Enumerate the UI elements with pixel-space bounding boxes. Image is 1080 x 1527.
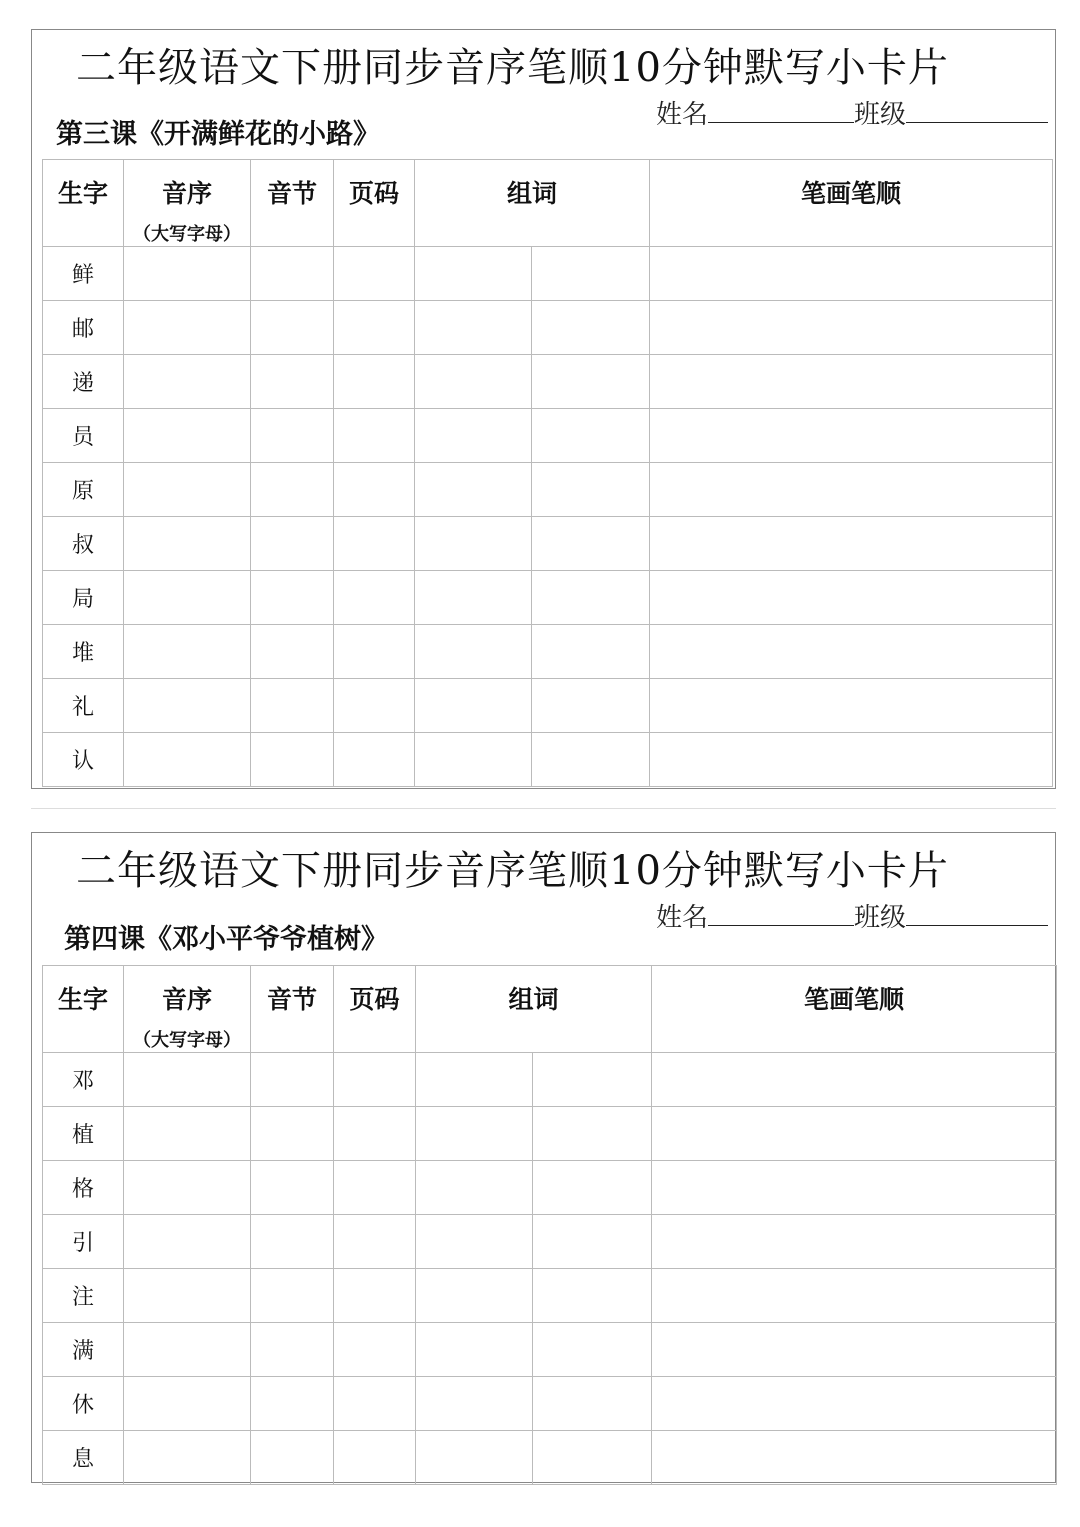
word-cell-1[interactable] xyxy=(415,517,532,571)
dictation-table xyxy=(42,159,1053,787)
char-cell: 满 xyxy=(43,1323,124,1377)
word-cell-1[interactable] xyxy=(415,355,532,409)
word-cell-1[interactable] xyxy=(416,1323,533,1377)
page-cell[interactable] xyxy=(334,463,415,517)
word-cell-2[interactable] xyxy=(533,1053,652,1107)
order-cell[interactable] xyxy=(124,517,251,571)
char-cell: 植 xyxy=(43,1107,124,1161)
table-row xyxy=(43,1053,1057,1107)
char-cell: 叔 xyxy=(43,517,124,571)
stroke-cell[interactable] xyxy=(650,247,1053,301)
syllable-cell[interactable] xyxy=(251,625,334,679)
stroke-cell[interactable] xyxy=(650,463,1053,517)
page-cell[interactable] xyxy=(334,1107,416,1161)
name-class-fields xyxy=(656,94,1048,131)
word-cell-1[interactable] xyxy=(416,1107,533,1161)
word-cell-1[interactable] xyxy=(415,301,532,355)
stroke-cell[interactable] xyxy=(650,625,1053,679)
syllable-cell[interactable] xyxy=(251,1269,334,1323)
order-cell[interactable] xyxy=(124,301,251,355)
page-cell[interactable] xyxy=(334,679,415,733)
name-label: 姓名 xyxy=(656,903,709,933)
table-row xyxy=(43,463,1053,517)
syllable-cell[interactable] xyxy=(251,301,334,355)
header-order xyxy=(124,160,251,247)
word-cell-2[interactable] xyxy=(532,517,650,571)
syllable-cell[interactable] xyxy=(251,571,334,625)
order-cell[interactable] xyxy=(124,733,251,787)
word-cell-1[interactable] xyxy=(416,1053,533,1107)
page-cell[interactable] xyxy=(334,733,415,787)
char-cell: 鲜 xyxy=(43,247,124,301)
page-cell[interactable] xyxy=(334,517,415,571)
stroke-cell[interactable] xyxy=(650,517,1053,571)
syllable-cell[interactable] xyxy=(251,1053,334,1107)
word-cell-1[interactable] xyxy=(415,247,532,301)
stroke-cell[interactable] xyxy=(650,301,1053,355)
char-cell: 堆 xyxy=(43,625,124,679)
word-cell-2[interactable] xyxy=(533,1269,652,1323)
header-order xyxy=(124,966,251,1053)
table-row xyxy=(43,679,1053,733)
word-cell-2[interactable] xyxy=(533,1215,652,1269)
page-cell[interactable] xyxy=(334,1377,416,1431)
order-cell[interactable] xyxy=(124,625,251,679)
header-char: 生字 xyxy=(43,966,124,1053)
stroke-cell[interactable] xyxy=(652,1107,1057,1161)
syllable-cell[interactable] xyxy=(251,1323,334,1377)
word-cell-2[interactable] xyxy=(532,625,650,679)
order-cell[interactable] xyxy=(124,1107,251,1161)
page-cell[interactable] xyxy=(334,571,415,625)
name-blank[interactable] xyxy=(708,96,854,123)
table-row xyxy=(43,355,1053,409)
stroke-cell[interactable] xyxy=(652,1053,1057,1107)
header-page: 页码 xyxy=(334,160,415,247)
syllable-cell[interactable] xyxy=(251,463,334,517)
syllable-cell[interactable] xyxy=(251,733,334,787)
word-cell-2[interactable] xyxy=(533,1431,652,1485)
table-row xyxy=(43,409,1053,463)
order-cell[interactable] xyxy=(124,1431,251,1485)
page-cell[interactable] xyxy=(334,1269,416,1323)
table-row xyxy=(43,301,1053,355)
syllable-cell[interactable] xyxy=(251,1161,334,1215)
stroke-cell[interactable] xyxy=(652,1431,1057,1485)
page-cell[interactable] xyxy=(334,301,415,355)
char-cell: 认 xyxy=(43,733,124,787)
table-row xyxy=(43,733,1053,787)
table-row xyxy=(43,517,1053,571)
page-cell[interactable] xyxy=(334,1431,416,1485)
class-blank[interactable] xyxy=(906,96,1048,123)
char-cell: 注 xyxy=(43,1269,124,1323)
dictation-table xyxy=(42,965,1057,1485)
word-cell-1[interactable] xyxy=(416,1269,533,1323)
char-cell: 递 xyxy=(43,355,124,409)
word-cell-2[interactable] xyxy=(532,355,650,409)
table-row xyxy=(43,1215,1057,1269)
char-cell: 邓 xyxy=(43,1053,124,1107)
order-cell[interactable] xyxy=(124,1053,251,1107)
page-cell[interactable] xyxy=(334,355,415,409)
card-divider xyxy=(31,808,1056,809)
char-cell: 休 xyxy=(43,1377,124,1431)
table-row xyxy=(43,1431,1057,1485)
syllable-cell[interactable] xyxy=(251,1431,334,1485)
order-cell[interactable] xyxy=(124,679,251,733)
order-cell[interactable] xyxy=(124,463,251,517)
char-cell: 局 xyxy=(43,571,124,625)
header-syllable: 音节 xyxy=(251,160,334,247)
word-cell-1[interactable] xyxy=(415,409,532,463)
order-cell[interactable] xyxy=(124,247,251,301)
char-cell: 邮 xyxy=(43,301,124,355)
page-cell[interactable] xyxy=(334,625,415,679)
word-cell-1[interactable] xyxy=(415,463,532,517)
table-row xyxy=(43,1269,1057,1323)
order-cell[interactable] xyxy=(124,1323,251,1377)
syllable-cell[interactable] xyxy=(251,517,334,571)
word-cell-1[interactable] xyxy=(415,625,532,679)
header-order-label: 音序 xyxy=(161,985,212,1014)
word-cell-2[interactable] xyxy=(532,679,650,733)
word-cell-2[interactable] xyxy=(533,1107,652,1161)
char-cell: 原 xyxy=(43,463,124,517)
table-row xyxy=(43,1107,1057,1161)
word-cell-1[interactable] xyxy=(415,679,532,733)
word-cell-2[interactable] xyxy=(532,301,650,355)
order-cell[interactable] xyxy=(124,1161,251,1215)
page-cell[interactable] xyxy=(334,409,415,463)
dictation-card-1 xyxy=(31,29,1056,789)
word-cell-1[interactable] xyxy=(415,571,532,625)
word-cell-2[interactable] xyxy=(533,1323,652,1377)
order-cell[interactable] xyxy=(124,355,251,409)
word-cell-2[interactable] xyxy=(532,733,650,787)
stroke-cell[interactable] xyxy=(652,1215,1057,1269)
class-label: 班级 xyxy=(854,903,907,933)
syllable-cell[interactable] xyxy=(251,247,334,301)
char-cell: 息 xyxy=(43,1431,124,1485)
name-class-fields xyxy=(656,897,1048,934)
table-row xyxy=(43,1161,1057,1215)
stroke-cell[interactable] xyxy=(652,1269,1057,1323)
word-cell-2[interactable] xyxy=(532,247,650,301)
word-cell-1[interactable] xyxy=(415,733,532,787)
header-order-sub: （大写字母） xyxy=(133,1030,241,1051)
word-cell-2[interactable] xyxy=(532,571,650,625)
header-stroke: 笔画笔顺 xyxy=(652,966,1057,1053)
page-cell[interactable] xyxy=(334,247,415,301)
word-cell-2[interactable] xyxy=(533,1161,652,1215)
table-row xyxy=(43,1323,1057,1377)
order-cell[interactable] xyxy=(124,1215,251,1269)
order-cell[interactable] xyxy=(124,571,251,625)
char-cell: 礼 xyxy=(43,679,124,733)
header-words: 组词 xyxy=(415,160,650,247)
word-cell-2[interactable] xyxy=(533,1377,652,1431)
char-cell: 员 xyxy=(43,409,124,463)
table-row xyxy=(43,625,1053,679)
table-row xyxy=(43,1377,1057,1431)
class-label: 班级 xyxy=(854,100,907,130)
header-syllable: 音节 xyxy=(251,966,334,1053)
header-order-label: 音序 xyxy=(161,179,212,208)
word-cell-1[interactable] xyxy=(416,1161,533,1215)
syllable-cell[interactable] xyxy=(251,1377,334,1431)
table-row xyxy=(43,571,1053,625)
stroke-cell[interactable] xyxy=(650,409,1053,463)
word-cell-1[interactable] xyxy=(416,1377,533,1431)
order-cell[interactable] xyxy=(124,409,251,463)
word-cell-2[interactable] xyxy=(532,463,650,517)
name-blank[interactable] xyxy=(708,899,854,926)
header-page: 页码 xyxy=(334,966,416,1053)
char-cell: 引 xyxy=(43,1215,124,1269)
stroke-cell[interactable] xyxy=(652,1161,1057,1215)
lesson-title: 第三课《开满鲜花的小路》 xyxy=(56,119,380,150)
stroke-cell[interactable] xyxy=(650,679,1053,733)
syllable-cell[interactable] xyxy=(251,1107,334,1161)
header-words: 组词 xyxy=(416,966,652,1053)
page-cell[interactable] xyxy=(334,1323,416,1377)
stroke-cell[interactable] xyxy=(652,1323,1057,1377)
lesson-title: 第四课《邓小平爷爷植树》 xyxy=(64,924,388,955)
stroke-cell[interactable] xyxy=(650,733,1053,787)
syllable-cell[interactable] xyxy=(251,355,334,409)
stroke-cell[interactable] xyxy=(652,1377,1057,1431)
page-cell[interactable] xyxy=(334,1053,416,1107)
word-cell-1[interactable] xyxy=(416,1215,533,1269)
syllable-cell[interactable] xyxy=(251,409,334,463)
word-cell-2[interactable] xyxy=(532,409,650,463)
stroke-cell[interactable] xyxy=(650,355,1053,409)
name-label: 姓名 xyxy=(656,100,709,130)
order-cell[interactable] xyxy=(124,1377,251,1431)
table-row xyxy=(43,247,1053,301)
dictation-card-2 xyxy=(31,832,1056,1483)
header-stroke: 笔画笔顺 xyxy=(650,160,1053,247)
order-cell[interactable] xyxy=(124,1269,251,1323)
header-char: 生字 xyxy=(43,160,124,247)
word-cell-1[interactable] xyxy=(416,1431,533,1485)
card-title: 二年级语文下册同步音序笔顺10分钟默写小卡片 xyxy=(76,848,949,894)
header-order-sub: （大写字母） xyxy=(133,224,241,245)
page-cell[interactable] xyxy=(334,1215,416,1269)
card-title: 二年级语文下册同步音序笔顺10分钟默写小卡片 xyxy=(76,45,949,91)
syllable-cell[interactable] xyxy=(251,1215,334,1269)
char-cell: 格 xyxy=(43,1161,124,1215)
stroke-cell[interactable] xyxy=(650,571,1053,625)
page-cell[interactable] xyxy=(334,1161,416,1215)
class-blank[interactable] xyxy=(906,899,1048,926)
syllable-cell[interactable] xyxy=(251,679,334,733)
